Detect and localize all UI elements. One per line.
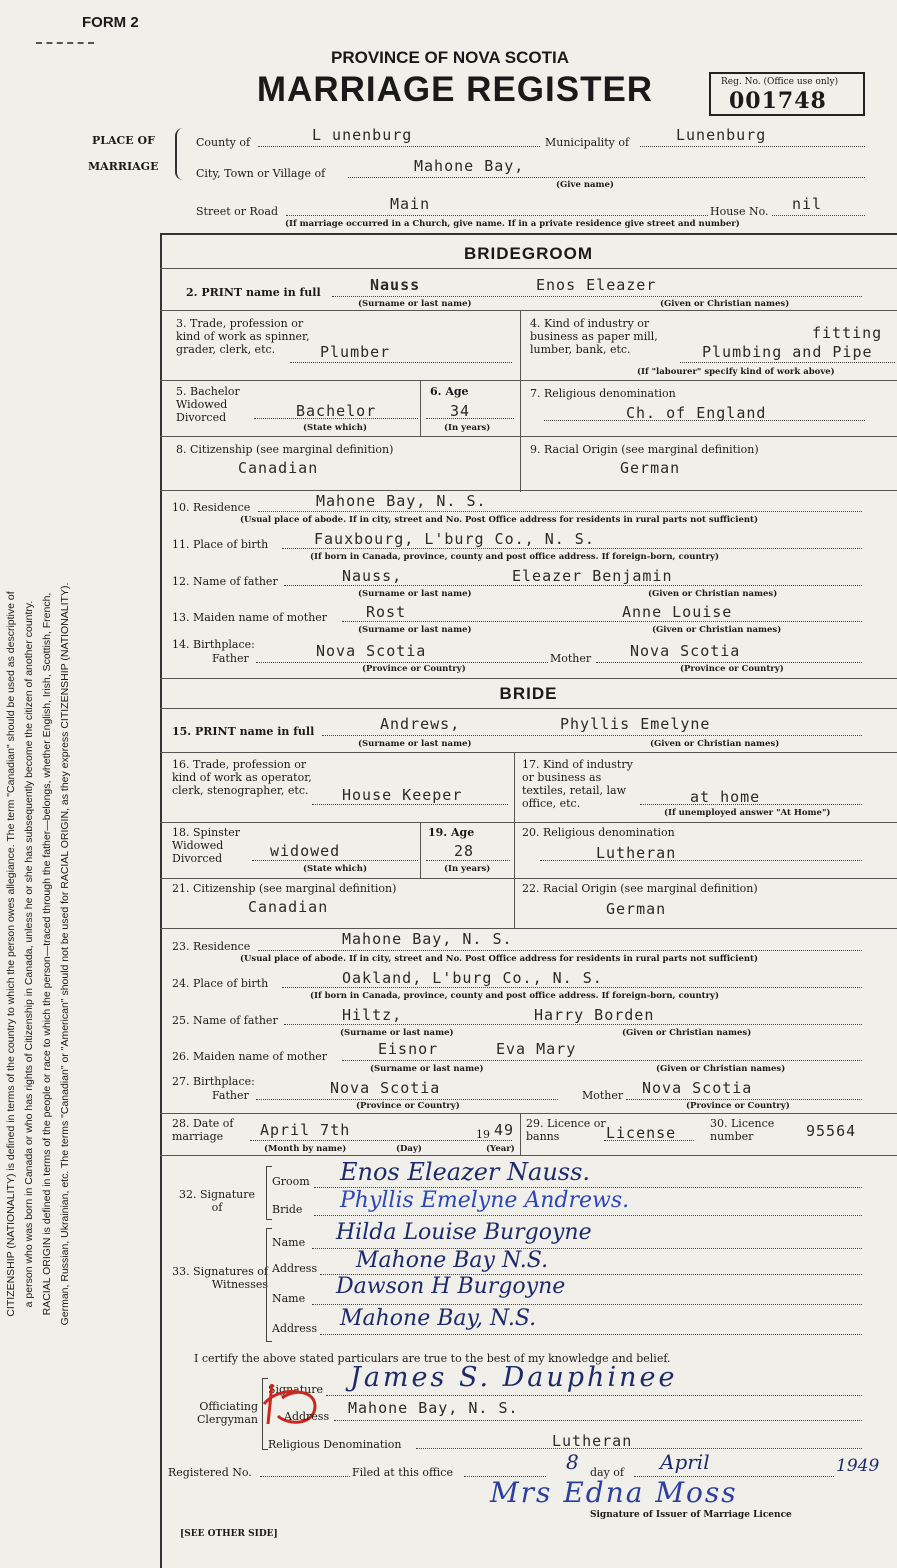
line [282,987,862,988]
bridegroom-heading: BRIDEGROOM [464,244,593,263]
f28-label: 28. Date of marriage [172,1117,234,1143]
street-value: Main [390,195,431,213]
rule [160,490,897,491]
f26-label: 26. Maiden name of mother [172,1050,328,1063]
rule [160,310,897,311]
line [342,621,862,622]
f9-label: 9. Racial Origin (see marginal definition) [530,443,759,456]
years-note: (In years) [444,864,491,874]
margin-line: RACIAL ORIGIN is defined in terms of the people or race to which the person—traced through the father—belongs, whether English, Irish, Scottish, French, [41,592,53,1316]
form-label: FORM 2 [82,14,139,31]
state-note: (State which) [303,423,367,433]
issuer-label: Signature of Issuer of Marriage Licence [590,1510,792,1520]
filed-day: 8 [566,1450,579,1474]
city-label: City, Town or Village of [196,167,326,180]
marriage-month-day: April 7th [260,1121,351,1139]
father-word: Father [212,1089,249,1102]
bride-industry: at home [690,788,761,806]
rule [160,678,897,679]
surname-note: (Surname or last name) [370,1064,484,1074]
month-note: (Month by name) [264,1144,347,1154]
prov-note: (Province or Country) [686,1101,790,1111]
groom-trade: Plumber [320,343,391,361]
filed-year: 1949 [836,1456,880,1476]
groom-sig-label: Groom [272,1175,310,1188]
groom-surname: Nauss [370,276,421,294]
f27-label: 27. Birthplace: [172,1075,255,1088]
rule [160,822,897,823]
certify-statement: I certify the above stated particulars are true to the best of my knowledge and belief. [194,1352,671,1365]
line [256,1099,558,1100]
col-divider [520,1113,521,1155]
line [322,735,862,736]
clergy-address: Mahone Bay, N. S. [348,1399,519,1417]
line [540,860,862,861]
marriage-year: 49 [494,1121,515,1139]
f12-label: 12. Name of father [172,575,278,588]
line [284,585,862,586]
prov-note: (Province or Country) [356,1101,460,1111]
witness2-address: Mahone Bay, N.S. [340,1306,537,1331]
groom-mother-bp: Nova Scotia [630,642,741,660]
residence-note: (Usual place of abode. If in city, street and No. Post Office address for residents in rural parts not sufficient) [240,954,758,964]
pencil-mark [36,42,94,44]
groom-birthplace: Fauxbourg, L'burg Co., N. S. [314,530,595,548]
surname-note: (Surname or last name) [358,299,472,309]
groom-industry-1: fitting [812,324,883,342]
give-name-note: (Give name) [556,180,614,190]
year-prefix: 19 [476,1128,490,1141]
bride-religion: Lutheran [596,844,677,862]
clergy-heading: Officiating Clergyman [196,1400,258,1426]
witness1-address-label: Address [272,1262,318,1275]
clergy-signature: James S. Dauphinee [350,1362,678,1393]
groom-industry-2: Plumbing and Pipe [702,343,873,361]
county-line [258,146,540,147]
binding-margin-notes [0,344,74,1564]
groom-father-given: Eleazer Benjamin [512,567,673,585]
witness1-address: Mahone Bay N.S. [356,1248,549,1273]
rule [160,752,897,753]
margin-line: German, Russian, Ukrainian, etc. The terms "Canadian" or "American" should not be used for RACIAL ORIGIN, as they express CITIZENSHIP (NATIONALITY). [59,582,71,1326]
given-note: (Given or Christian names) [652,625,782,635]
issuer-signature: Mrs Edna Moss [490,1476,738,1509]
prov-note: (Province or Country) [680,664,784,674]
licence-number: 95564 [806,1122,857,1140]
province-heading: PROVINCE OF NOVA SCOTIA [330,48,570,67]
f15-label: 15. PRINT name in full [172,725,315,738]
bride-residence: Mahone Bay, N. S. [342,930,513,948]
bride-father-surname: Hiltz, [342,1006,403,1024]
bride-trade: House Keeper [342,786,463,804]
groom-citizenship: Canadian [238,459,319,477]
rule [160,268,897,269]
line [252,860,418,861]
house-line [772,215,865,216]
filed-label: Filed at this office [352,1466,453,1479]
groom-status: Bachelor [296,402,377,420]
witness1-name: Hilda Louise Burgoyne [336,1220,592,1245]
street-note: (If marriage occurred in a Church, give name. If in a private residence give street and number) [285,219,740,229]
line [626,1099,862,1100]
city-line [348,177,865,178]
f17-label: 17. Kind of industry or business as textiles, retail, law office, etc. [522,758,633,810]
witness1-name-label: Name [272,1236,306,1249]
line [320,1334,862,1335]
bride-mother-surname: Eisnor [378,1040,439,1058]
f3-label: 3. Trade, profession or kind of work as spinner, grader, clerk, etc. [176,317,310,356]
day-note: (Day) [396,1144,422,1154]
f17-note: (If unemployed answer "At Home") [664,808,831,818]
line [342,1060,862,1061]
county-value: L unenburg [312,126,413,144]
groom-signature: Enos Eleazer Nauss. [340,1158,591,1186]
place-heading-a: PLACE OF [92,134,155,147]
mother-word: Mother [550,652,592,665]
bride-birthplace: Oakland, L'burg Co., N. S. [342,969,603,987]
line [258,950,862,951]
f19-label: 19. Age [428,826,475,839]
groom-father-surname: Nauss, [342,567,403,585]
col-divider [420,822,421,878]
state-note: (State which) [303,864,367,874]
reg-label: Reg. No. (Office use only) [721,77,839,87]
groom-mother-given: Anne Louise [622,603,733,621]
mother-word: Mother [582,1089,624,1102]
groom-mother-surname: Rost [366,603,407,621]
line [290,362,512,363]
f21-label: 21. Citizenship (see marginal definition) [172,882,397,895]
see-other-side: [SEE OTHER SIDE] [180,1529,278,1539]
col-divider [514,752,515,928]
bride-surname: Andrews, [380,715,461,733]
county-label: County of [196,136,251,149]
groom-age: 34 [450,402,471,420]
f8-label: 8. Citizenship (see marginal definition) [176,443,394,456]
given-note: (Given or Christian names) [660,299,790,309]
year-note: (Year) [486,1144,515,1154]
bride-age: 28 [454,842,475,860]
clergy-denomination: Lutheran [552,1432,633,1450]
f11-label: 11. Place of birth [172,538,269,551]
witness2-address-label: Address [272,1322,318,1335]
birth-note: (If born in Canada, province, county and post office address. If foreign-born, country) [310,552,720,562]
line [426,860,510,861]
witness2-name: Dawson H Burgoyne [336,1274,566,1299]
witness2-name-label: Name [272,1292,306,1305]
f7-label: 7. Religious denomination [530,387,676,400]
registered-label: Registered No. [168,1466,252,1479]
f29-label: 29. Licence or banns [526,1117,606,1143]
house-value: nil [792,195,823,213]
clergy-sig-label: Signature [268,1383,324,1396]
f2-label: 2. PRINT name in full [186,286,321,299]
bride-citizenship: Canadian [248,898,329,916]
given-note: (Given or Christian names) [648,589,778,599]
rule [160,1113,897,1114]
f24-label: 24. Place of birth [172,977,269,990]
place-heading-b: MARRIAGE [88,160,159,173]
col-divider [520,310,521,492]
margin-line: CITIZENSHIP (NATIONALITY) is defined in terms of the country to which the person owes allegiance. The term "Canadian" should be used as descriptive of [5,591,17,1317]
col-divider [420,380,421,436]
bride-mother-bp: Nova Scotia [642,1079,753,1097]
line [284,1024,862,1025]
clergy-address-label: Address [284,1410,330,1423]
bride-status: widowed [270,842,341,860]
surname-note: (Surname or last name) [358,739,472,749]
f20-label: 20. Religious denomination [522,826,675,839]
f16-label: 16. Trade, profession or kind of work as operator, clerk, stenographer, etc. [172,758,312,797]
line [680,362,895,363]
line [260,1476,350,1477]
rule [160,1155,897,1156]
groom-father-bp: Nova Scotia [316,642,427,660]
years-note: (In years) [444,423,491,433]
day-of-label: day of [590,1466,625,1479]
surname-note: (Surname or last name) [358,625,472,635]
city-value: Mahone Bay, [414,157,525,175]
f5-label: 5. Bachelor Widowed Divorced [176,385,240,424]
line [258,511,862,512]
groom-residence: Mahone Bay, N. S. [316,492,487,510]
f30-label: 30. Licence number [710,1117,775,1143]
bride-racial: German [606,900,667,918]
line [596,662,862,663]
residence-note: (Usual place of abode. If in city, street and No. Post Office address for residents in rural parts not sufficient) [240,515,758,525]
bride-father-bp: Nova Scotia [330,1079,441,1097]
given-note: (Given or Christian names) [656,1064,786,1074]
f33-label: 33. Signatures of Witnesses [172,1265,268,1291]
f18-label: 18. Spinster Widowed Divorced [172,826,241,865]
municipality-line [640,146,865,147]
licence-type: License [606,1124,677,1142]
father-word: Father [212,652,249,665]
clergy-denom-label: Religious Denomination [268,1438,402,1451]
bride-sig-label: Bride [272,1203,303,1216]
f10-label: 10. Residence [172,501,251,514]
birth-note: (If born in Canada, province, county and post office address. If foreign-born, country) [310,991,720,1001]
street-label: Street or Road [196,205,279,218]
f22-label: 22. Racial Origin (see marginal definition) [522,882,758,895]
line [312,804,508,805]
line [250,1140,512,1141]
bride-heading: BRIDE [499,684,558,703]
f6-label: 6. Age [430,385,469,398]
groom-racial: German [620,459,681,477]
rule [160,436,897,437]
f23-label: 23. Residence [172,940,251,953]
line [326,1395,862,1396]
filed-month: April [660,1450,710,1474]
f4-note: (If "labourer" specify kind of work above) [637,367,835,377]
prov-note: (Province or Country) [362,664,466,674]
f4-label: 4. Kind of industry or business as paper mill, lumber, bank, etc. [530,317,658,356]
surname-note: (Surname or last name) [358,589,472,599]
line [332,296,862,297]
reg-number-box [709,72,865,116]
line [334,1420,862,1421]
line [282,548,862,549]
line [312,1304,862,1305]
house-label: House No. [710,205,769,218]
rule [160,928,897,929]
f32-label: 32. Signature of [178,1188,255,1214]
groom-given: Enos Eleazer [536,276,657,294]
reg-number: 001748 [729,88,827,114]
f25-label: 25. Name of father [172,1014,278,1027]
f13-label: 13. Maiden name of mother [172,611,328,624]
line [256,662,548,663]
line [416,1448,862,1449]
given-note: (Given or Christian names) [622,1028,752,1038]
municipality-label: Municipality of [545,136,630,149]
bride-signature: Phyllis Emelyne Andrews. [340,1188,630,1213]
page-title: MARRIAGE REGISTER [256,70,654,109]
margin-line: a person who was born in Canada or who has rights of Citizenship in Canada, unless he or she has subsequently become the citizen of another country. [23,600,35,1308]
given-note: (Given or Christian names) [650,739,780,749]
bride-given: Phyllis Emelyne [560,715,711,733]
bride-mother-given: Eva Mary [496,1040,577,1058]
bride-father-given: Harry Borden [534,1006,655,1024]
place-brace [175,128,185,180]
municipality-value: Lunenburg [676,126,767,144]
groom-religion: Ch. of England [626,404,767,422]
rule [160,708,897,709]
line [314,1215,862,1216]
rule [160,380,897,381]
rule [160,878,897,879]
f14-label: 14. Birthplace: [172,638,255,651]
street-line [286,215,708,216]
surname-note: (Surname or last name) [340,1028,454,1038]
